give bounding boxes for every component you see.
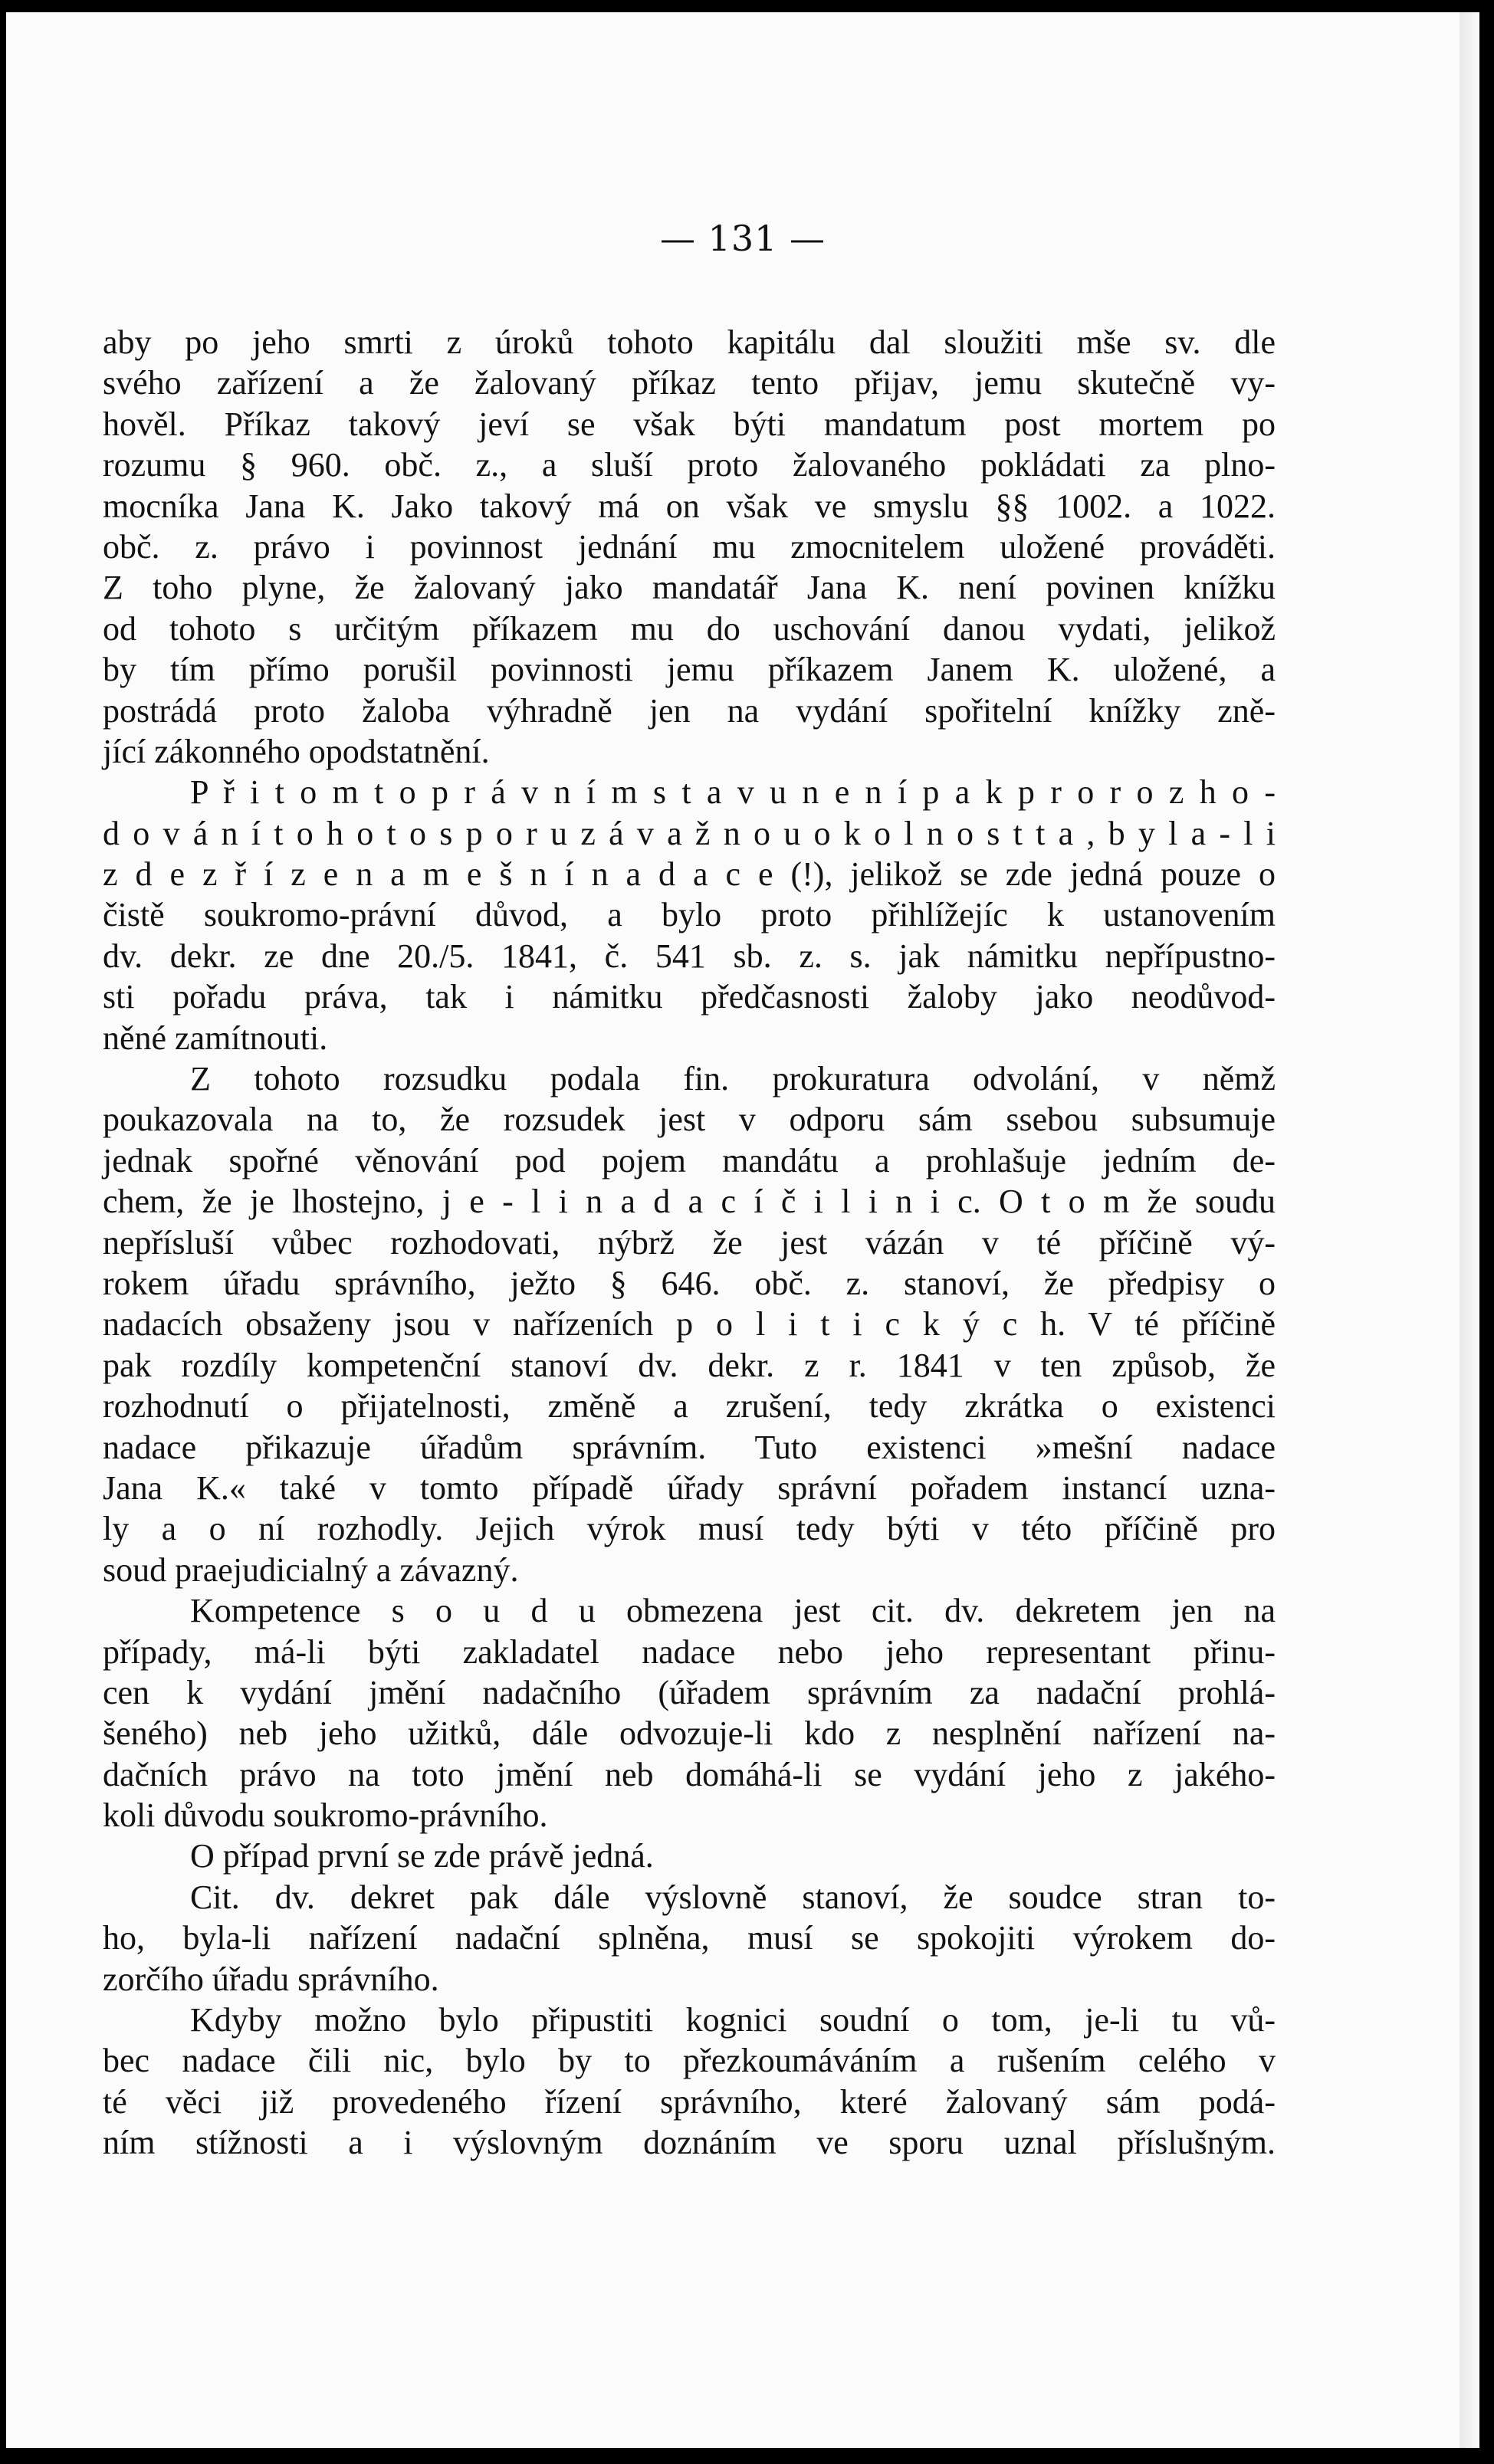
text-line: z d e z ř í z e n a m e š n í n a d a c e (!), jelikož se zde jedná pouze o [103, 855, 1276, 894]
book-page [6, 12, 1479, 2448]
text-line: bec nadace čili nic, bylo by to přezkoumáváním a rušením celého v [103, 2042, 1276, 2080]
text-line: od tohoto s určitým příkazem mu do uschování danou vydati, jelikož [103, 609, 1276, 648]
text-line: aby po jeho smrti z úroků tohoto kapitálu dal sloužiti mše sv. dle [103, 323, 1276, 361]
text-line: by tím přímo porušil povinnosti jemu příkazem Janem K. uložené, a [103, 651, 1276, 689]
text-line: nadacích obsaženy jsou v nařízeních p o l i t i c k ý c h. V té příčině [103, 1305, 1276, 1344]
text-line: Z toho plyne, že žalovaný jako mandatář Jana K. není povinen knížku [103, 569, 1276, 607]
text-line: mocníka Jana K. Jako takový má on však ve smyslu §§ 1002. a 1022. [103, 487, 1276, 525]
text-line: hověl. Příkaz takový jeví se však býti mandatum post mortem po [103, 405, 1276, 443]
text-line: rozhodnutí o přijatelnosti, změně a zrušení, tedy zkrátka o existenci [103, 1387, 1276, 1426]
text-line: rokem úřadu správního, ježto § 646. obč. z. stanoví, že předpisy o [103, 1264, 1276, 1302]
text-line: sti pořadu práva, tak i námitku předčasnosti žaloby jako neodůvod- [103, 978, 1276, 1016]
text-line: něné zamítnouti. [103, 1019, 328, 1057]
text-line: ho, byla-li nařízení nadační splněna, musí se spokojiti výrokem do- [103, 1919, 1276, 1957]
text-line: nepřísluší vůbec rozhodovati, nýbrž že jest vázán v té příčině vý- [103, 1223, 1276, 1262]
body-text [103, 322, 1276, 2164]
text-line: čistě soukromo-právní důvod, a bylo proto přihlížejíc k ustanovením [103, 896, 1276, 934]
text-line: Z tohoto rozsudku podala fin. prokuratura odvolání, v němž [190, 1060, 1276, 1098]
text-line: d o v á n í t o h o t o s p o r u z á v a ž n o u o k o l n o s t t a , b y l a - l i [103, 814, 1276, 852]
text-line: dv. dekr. ze dne 20./5. 1841, č. 541 sb. z. s. jak námitku nepřípustno- [103, 937, 1276, 975]
text-line: cen k vydání jmění nadačního (úřadem správním za nadační prohlá- [103, 1673, 1276, 1711]
text-line: O případ první se zde právě jedná. [190, 1837, 654, 1875]
text-line: šeného) neb jeho užitků, dále odvozuje-li kdo z nesplnění nařízení na- [103, 1714, 1276, 1753]
text-line: nadace přikazuje úřadům správním. Tuto existenci »mešní nadace [103, 1428, 1276, 1466]
text-line: té věci již provedeného řízení správního, které žalovaný sám podá- [103, 2082, 1276, 2121]
text-line: Kdyby možno bylo připustiti kognici soudní o tom, je-li tu vů- [190, 2001, 1276, 2039]
text-line: postrádá proto žaloba výhradně jen na vydání spořitelní knížky zně- [103, 691, 1276, 730]
text-line: ly a o ní rozhodly. Jejich výrok musí tedy býti v této příčině pro [103, 1510, 1276, 1548]
text-line: soud praejudicialný a závazný. [103, 1550, 519, 1589]
text-line: Cit. dv. dekret pak dále výslovně stanoví, že soudce stran to- [190, 1878, 1276, 1916]
text-line: P ř i t o m t o p r á v n í m s t a v u n e n í p a k p r o r o z h o - [190, 773, 1276, 812]
text-line: obč. z. právo i povinnost jednání mu zmocnitelem uložené prováděti. [103, 527, 1276, 566]
text-line: zorčího úřadu správního. [103, 1960, 439, 1998]
page-edge-shadow [1460, 12, 1479, 2448]
text-line: rozumu § 960. obč. z., a sluší proto žalovaného pokládati za plno- [103, 446, 1276, 484]
text-line: dačních právo na toto jmění neb domáhá-li se vydání jeho z jakého- [103, 1755, 1276, 1793]
text-line: pak rozdíly kompetenční stanoví dv. dekr. z r. 1841 v ten způsob, že [103, 1346, 1276, 1384]
text-line: případy, má-li býti zakladatel nadace nebo jeho representant přinu- [103, 1632, 1276, 1671]
text-line: poukazovala na to, že rozsudek jest v odporu sám ssebou subsumuje [103, 1101, 1276, 1139]
text-line: svého zařízení a že žalovaný příkaz tento přijav, jemu skutečně vy- [103, 364, 1276, 402]
text-line: chem, že je lhostejno, j e - l i n a d a c í č i l i n i c. O t o m že soudu [103, 1183, 1276, 1221]
text-line: koli důvodu soukromo-právního. [103, 1796, 548, 1835]
text-line: jící zákonného opodstatnění. [103, 732, 490, 770]
page-number: — 131 — [659, 218, 826, 259]
text-line: Jana K.« také v tomto případě úřady správní pořadem instancí uzna- [103, 1468, 1276, 1507]
text-line: jednak spořné věnování pod pojem mandátu a prohlašuje jedním de- [103, 1141, 1276, 1180]
text-line: Kompetence s o u d u obmezena jest cit. dv. dekretem jen na [190, 1592, 1276, 1630]
text-line: ním stížnosti a i výslovným doznáním ve sporu uznal příslušným. [103, 2124, 1276, 2162]
